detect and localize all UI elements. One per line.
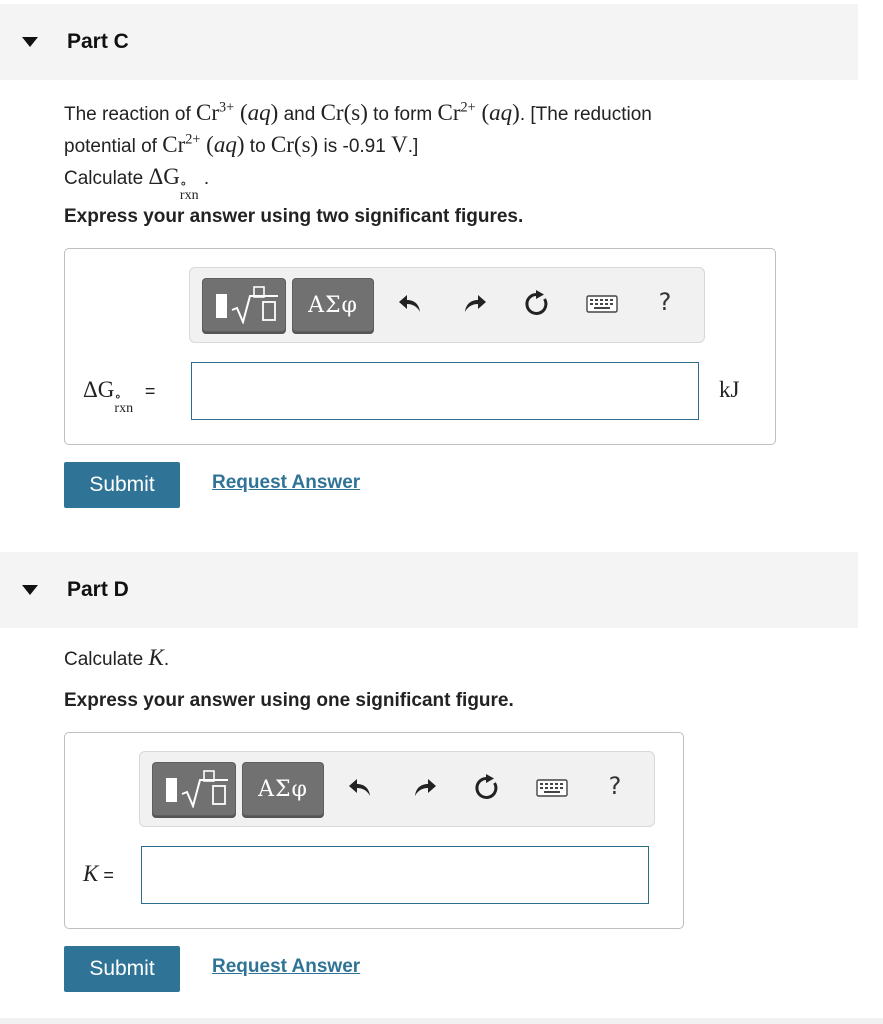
part-d-request-answer-link[interactable]: Request Answer <box>212 956 361 977</box>
k-label: K = <box>83 861 114 886</box>
reset-icon[interactable] <box>471 772 503 804</box>
collapse-triangle-icon[interactable] <box>22 585 38 595</box>
help-button[interactable]: ? <box>608 772 622 800</box>
part-d-submit-button[interactable]: Submit <box>64 946 180 992</box>
greek-symbols-button[interactable]: ΑΣφ <box>292 278 374 332</box>
part-d-answer-box <box>64 732 684 929</box>
collapse-triangle-icon[interactable] <box>22 37 38 47</box>
greek-symbols-button[interactable]: ΑΣφ <box>242 762 324 816</box>
undo-icon[interactable] <box>345 772 377 804</box>
part-c-request-answer-link[interactable]: Request Answer <box>212 472 361 493</box>
templates-button[interactable] <box>152 762 236 816</box>
part-c-question: The reaction of $Cr^{3+}$ (aq) and Cr(s) to form $Cr^{2+}$ (aq). [The reduction potential of $Cr^{2+}$ (aq) to Cr(s) is -0.91 V.] Calculate ΔG ∘ rxn . <box>64 99 652 203</box>
keyboard-icon[interactable] <box>586 288 618 320</box>
help-button[interactable]: ? <box>658 288 672 316</box>
part-d-header[interactable] <box>0 552 858 628</box>
keyboard-icon[interactable] <box>536 772 568 804</box>
part-d-question: Calculate K. <box>64 645 170 670</box>
part-c-submit-button[interactable]: Submit <box>64 462 180 508</box>
part-c-answer-box <box>64 248 776 445</box>
redo-icon[interactable] <box>408 772 440 804</box>
radical-templates-icon <box>230 286 280 324</box>
part-c-header[interactable] <box>0 4 858 80</box>
part-d-title: Part D <box>67 578 129 601</box>
math-toolbar <box>189 267 705 343</box>
reset-icon[interactable] <box>521 288 553 320</box>
templates-button[interactable] <box>202 278 286 332</box>
delta-g-label: ΔG ∘ rxn = <box>83 377 156 416</box>
radical-templates-icon <box>180 770 230 808</box>
delta-g-input[interactable] <box>191 362 699 420</box>
redo-icon[interactable] <box>458 288 490 320</box>
unit-label: kJ <box>719 377 740 402</box>
math-toolbar <box>139 751 655 827</box>
part-c-instruction: Express your answer using two significant figures. <box>64 206 524 227</box>
part-c-title: Part C <box>67 30 129 53</box>
undo-icon[interactable] <box>395 288 427 320</box>
footer-divider <box>0 1018 883 1024</box>
part-d-instruction: Express your answer using one significant figure. <box>64 690 514 711</box>
k-input[interactable] <box>141 846 649 904</box>
